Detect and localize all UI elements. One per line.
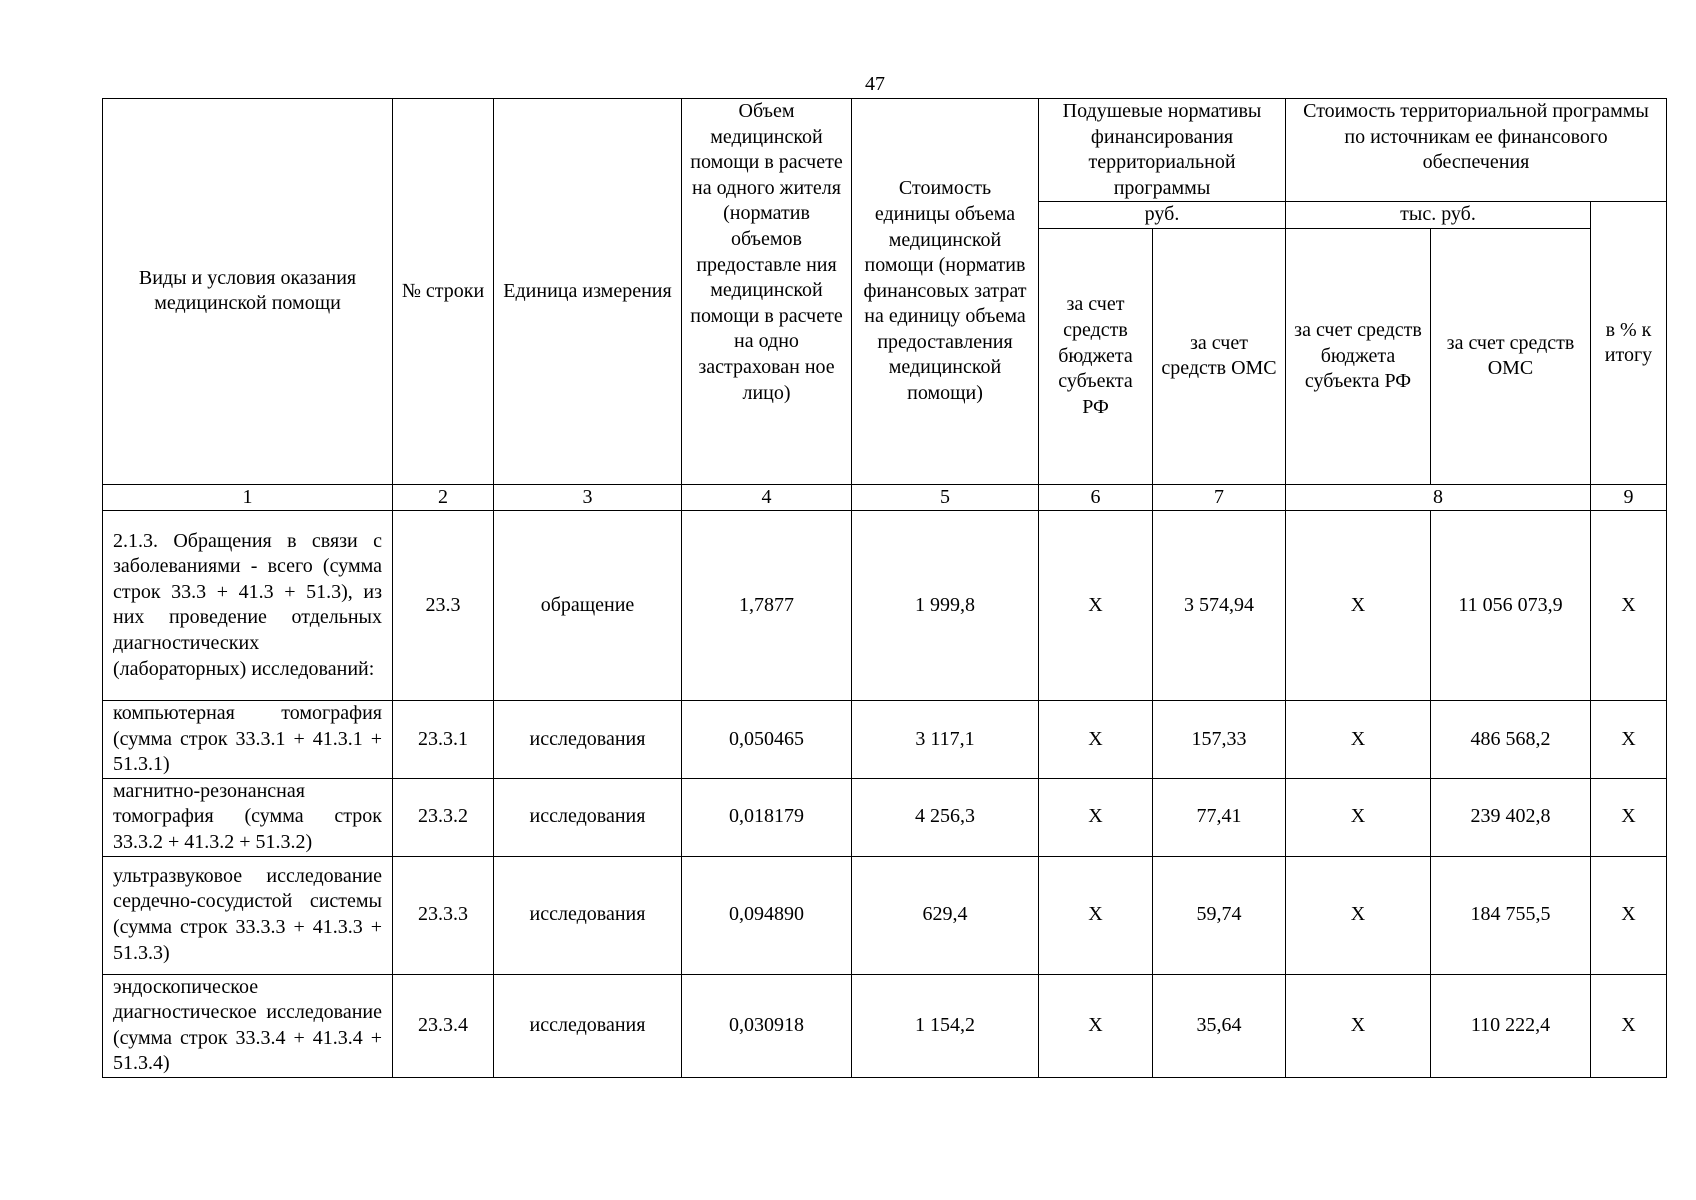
unit-cell: обращение xyxy=(494,510,682,700)
pc-budget-cell: Х xyxy=(1039,700,1153,778)
volume-cell: 1,7877 xyxy=(682,510,852,700)
header-kind: Виды и условия оказания медицинской помощи xyxy=(103,99,393,485)
table-row xyxy=(103,510,1667,700)
percent-cell: Х xyxy=(1591,510,1667,700)
column-number: 3 xyxy=(494,484,682,510)
header-per-capita-group: Подушевые нормативы финансирования территориальной программы xyxy=(1039,99,1286,202)
pc-budget-cell: Х xyxy=(1039,974,1153,1077)
service-name: магнитно-резонансная томография (сумма строк 33.3.2 + 41.3.2 + 51.3.2) xyxy=(103,778,393,856)
header-unit: Единица измерения xyxy=(494,99,682,485)
header-percent: в % к итогу xyxy=(1591,202,1667,485)
table-row xyxy=(103,778,1667,856)
volume-cell: 0,094890 xyxy=(682,856,852,974)
column-number: 5 xyxy=(852,484,1039,510)
tp-budget-cell: Х xyxy=(1286,778,1431,856)
table-row xyxy=(103,700,1667,778)
pc-budget-cell: Х xyxy=(1039,778,1153,856)
tp-budget-cell: Х xyxy=(1286,700,1431,778)
column-number: 7 xyxy=(1153,484,1286,510)
column-number: 4 xyxy=(682,484,852,510)
row-number: 23.3 xyxy=(393,510,494,700)
percent-cell: Х xyxy=(1591,778,1667,856)
row-number: 23.3.3 xyxy=(393,856,494,974)
percent-cell: Х xyxy=(1591,856,1667,974)
tp-oms-cell: 184 755,5 xyxy=(1431,856,1591,974)
service-name: 2.1.3. Обращения в связи с заболеваниями - всего (сумма строк 33.3 + 41.3 + 51.3), из них проведение отдельных диагностических (лабораторных) исследований: xyxy=(103,510,393,700)
cost-unit-cell: 4 256,3 xyxy=(852,778,1039,856)
column-number-row xyxy=(103,484,1667,510)
column-number: 8 xyxy=(1286,484,1591,510)
percent-cell: Х xyxy=(1591,974,1667,1077)
tp-budget-cell: Х xyxy=(1286,974,1431,1077)
table-row xyxy=(103,974,1667,1077)
pc-oms-cell: 59,74 xyxy=(1153,856,1286,974)
header-tp-oms: за счет средств ОМС xyxy=(1431,228,1591,484)
page-number: 47 xyxy=(865,73,885,95)
service-name: эндоскопическое диагностическое исследование (сумма строк 33.3.4 + 41.3.4 + 51.3.4) xyxy=(103,974,393,1077)
pc-oms-cell: 35,64 xyxy=(1153,974,1286,1077)
column-number: 6 xyxy=(1039,484,1153,510)
column-number: 9 xyxy=(1591,484,1667,510)
table-row xyxy=(103,856,1667,974)
volume-cell: 0,050465 xyxy=(682,700,852,778)
pc-budget-cell: Х xyxy=(1039,510,1153,700)
service-name: ультразвуковое исследование сердечно-сосудистой системы (сумма строк 33.3.3 + 41.3.3 + 51.3.3) xyxy=(103,856,393,974)
tp-oms-cell: 239 402,8 xyxy=(1431,778,1591,856)
header-volume: Объем медицинской помощи в расчете на одного жителя (норматив объемов предоставле ния медицинской помощи в расчете на одно застрахован ное лицо) xyxy=(682,99,852,485)
header-unit-thousand-rub: тыс. руб. xyxy=(1286,202,1591,229)
column-number: 2 xyxy=(393,484,494,510)
unit-cell: исследования xyxy=(494,974,682,1077)
column-number: 1 xyxy=(103,484,393,510)
row-number: 23.3.4 xyxy=(393,974,494,1077)
header-pc-oms: за счет средств ОМС xyxy=(1153,228,1286,484)
header-unit-rub: руб. xyxy=(1039,202,1286,229)
unit-cell: исследования xyxy=(494,778,682,856)
unit-cell: исследования xyxy=(494,856,682,974)
cost-unit-cell: 629,4 xyxy=(852,856,1039,974)
row-number: 23.3.2 xyxy=(393,778,494,856)
header-tp-budget: за счет средств бюджета субъекта РФ xyxy=(1286,228,1431,484)
header-cost-unit: Стоимость единицы объема медицинской помощи (норматив финансовых затрат на единицу объема предоставления медицинской помощи) xyxy=(852,99,1039,485)
pc-budget-cell: Х xyxy=(1039,856,1153,974)
header-pc-budget: за счет средств бюджета субъекта РФ xyxy=(1039,228,1153,484)
volume-cell: 0,018179 xyxy=(682,778,852,856)
cost-unit-cell: 1 154,2 xyxy=(852,974,1039,1077)
cost-unit-cell: 3 117,1 xyxy=(852,700,1039,778)
header-row-no: № строки xyxy=(393,99,494,485)
pc-oms-cell: 157,33 xyxy=(1153,700,1286,778)
service-name: компьютерная томография (сумма строк 33.3.1 + 41.3.1 + 51.3.1) xyxy=(103,700,393,778)
unit-cell: исследования xyxy=(494,700,682,778)
pc-oms-cell: 77,41 xyxy=(1153,778,1286,856)
tp-budget-cell: Х xyxy=(1286,856,1431,974)
volume-cell: 0,030918 xyxy=(682,974,852,1077)
tp-budget-cell: Х xyxy=(1286,510,1431,700)
tp-oms-cell: 486 568,2 xyxy=(1431,700,1591,778)
header-row-1 xyxy=(103,99,1667,202)
percent-cell: Х xyxy=(1591,700,1667,778)
tp-oms-cell: 110 222,4 xyxy=(1431,974,1591,1077)
row-number: 23.3.1 xyxy=(393,700,494,778)
tp-oms-cell: 11 056 073,9 xyxy=(1431,510,1591,700)
cost-unit-cell: 1 999,8 xyxy=(852,510,1039,700)
financing-table xyxy=(102,98,1667,1078)
pc-oms-cell: 3 574,94 xyxy=(1153,510,1286,700)
header-program-cost-group: Стоимость территориальной программы по источникам ее финансового обеспечения xyxy=(1286,99,1667,202)
